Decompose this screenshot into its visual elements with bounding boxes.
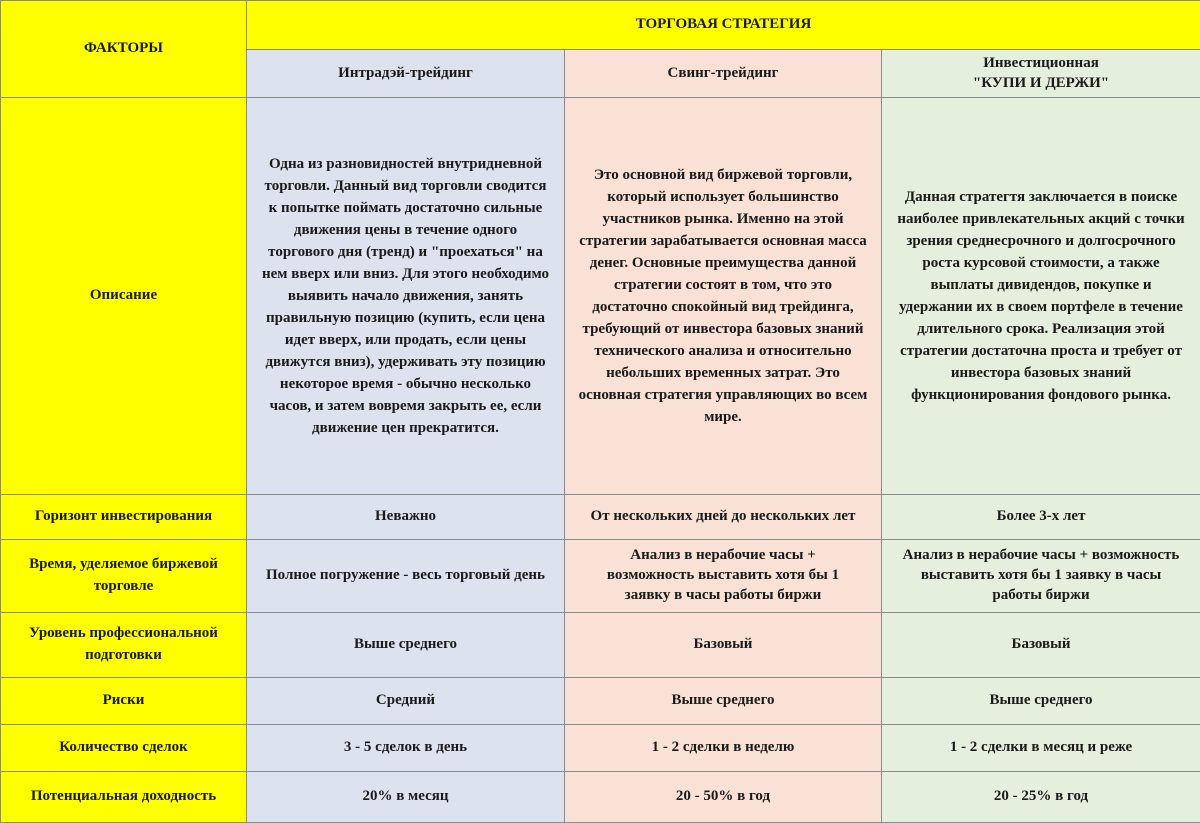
strategy-title: ТОРГОВАЯ СТРАТЕГИЯ: [247, 1, 1200, 50]
cell-swing: Выше среднего: [565, 678, 882, 725]
cell-intraday: Одна из разновидностей внутридневной торговли. Данный вид торговли сводится к попытке поймать достаточно сильные движения цены в течение одного торгового дня (тренд) и "проехаться" на нем вверх или вниз. Для этого необходимо выявить начало движения, занять правильную позицию (купить, если цена идет вверх, или продать, если цены движутся вниз), удерживать эту позицию некоторое время - обычно несколько часов, и затем вовремя закрыть ее, если движение цен прекратится.: [247, 98, 565, 495]
cell-buy-and-hold: 20 - 25% в год: [882, 772, 1200, 823]
cell-intraday: Средний: [247, 678, 565, 725]
cell-swing: Это основной вид биржевой торговли, который использует большинство участников рынка. Именно на этой стратегии зарабатывается основная масса денег. Основные преимущества данной стратегии состоят в том, что это достаточно спокойный вид трейдинга, требующий от инвестора базовых знаний технического анализа и относительно небольших временных затрат. Это основная стратегия управляющих во всем мире.: [565, 98, 882, 495]
cell-swing: 20 - 50% в год: [565, 772, 882, 823]
cell-buy-and-hold: Данная стратегтя заключается в поиске наиболее привлекательных акций с точки зрения среднесрочного и долгосрочного роста курсовой стоимости, а также выплаты дивидендов, покупке и удержании их в своем портфеле в течение длительного срока. Реализация этой стратегии достаточна проста и требует от инвестора базовых знаний функционирования фондового рынка.: [882, 98, 1200, 495]
cell-buy-and-hold: Более 3-х лет: [882, 495, 1200, 540]
row-horizon: [1, 495, 1200, 540]
cell-intraday: Полное погружение - весь торговый день: [247, 540, 565, 613]
cell-buy-and-hold: 1 - 2 сделки в месяц и реже: [882, 725, 1200, 772]
cell-intraday: Неважно: [247, 495, 565, 540]
cell-buy-and-hold: Выше среднего: [882, 678, 1200, 725]
cell-swing: От нескольких дней до нескольких лет: [565, 495, 882, 540]
cell-buy-and-hold: Анализ в нерабочие часы + возможность выставить хотя бы 1 заявку в часы работы биржи: [882, 540, 1200, 613]
factor-label: Количество сделок: [1, 725, 247, 772]
column-header-swing: Свинг-трейдинг: [565, 50, 882, 98]
factor-label: Описание: [1, 98, 247, 495]
header-row-title: [1, 1, 1200, 50]
factor-label: Уровень профессиональной подготовки: [1, 613, 247, 678]
column-header-intraday: Интрадэй-трейдинг: [247, 50, 565, 98]
column-header-buy-and-hold: Инвестиционная "КУПИ И ДЕРЖИ": [882, 50, 1200, 98]
cell-buy-and-hold: Базовый: [882, 613, 1200, 678]
row-time: [1, 540, 1200, 613]
cell-swing: 1 - 2 сделки в неделю: [565, 725, 882, 772]
row-deal-count: [1, 725, 1200, 772]
row-risks: [1, 678, 1200, 725]
cell-swing: Базовый: [565, 613, 882, 678]
cell-intraday: 3 - 5 сделок в день: [247, 725, 565, 772]
factors-header: ФАКТОРЫ: [1, 1, 247, 98]
factor-label: Время, уделяемое биржевой торговле: [1, 540, 247, 613]
row-skill-level: [1, 613, 1200, 678]
factor-label: Риски: [1, 678, 247, 725]
row-description: [1, 98, 1200, 495]
factor-label: Горизонт инвестирования: [1, 495, 247, 540]
row-potential-return: [1, 772, 1200, 823]
cell-intraday: Выше среднего: [247, 613, 565, 678]
cell-intraday: 20% в месяц: [247, 772, 565, 823]
factor-label: Потенциальная доходность: [1, 772, 247, 823]
cell-swing: Анализ в нерабочие часы + возможность выставить хотя бы 1 заявку в часы работы биржи: [565, 540, 882, 613]
